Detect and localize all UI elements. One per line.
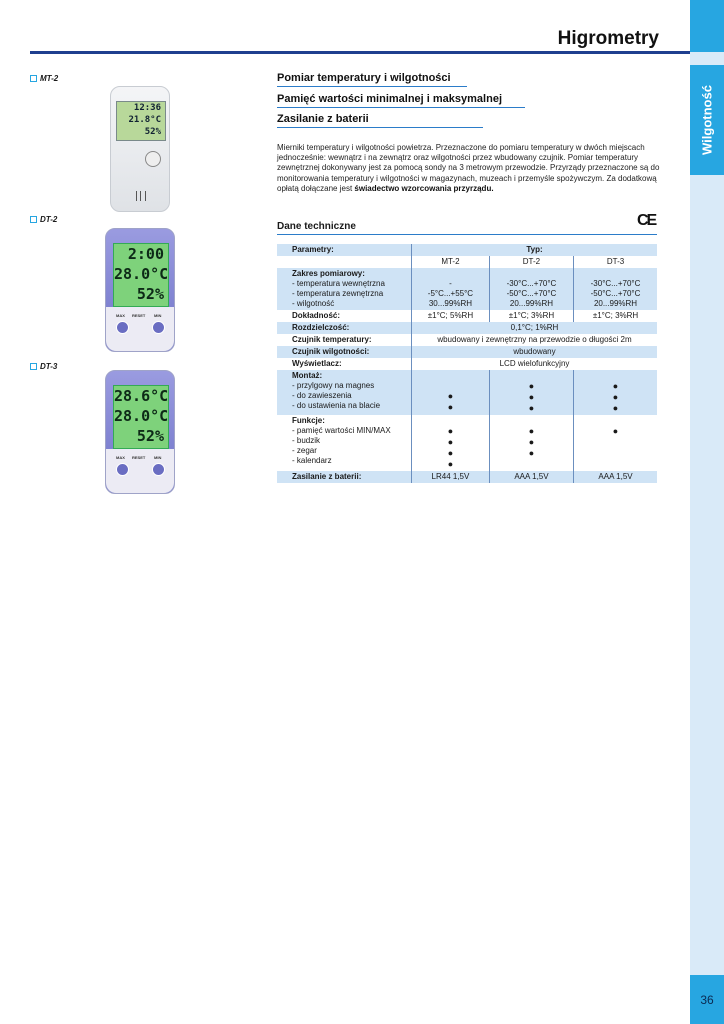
dt3-device-image: 28.6°C 28.0°C 52% MAX RESET MIN <box>105 370 175 494</box>
device-button-icon <box>152 321 165 334</box>
title-rule <box>30 51 690 54</box>
ce-mark-icon: CE <box>637 212 656 229</box>
page-title: Higrometry <box>557 28 659 49</box>
headline-memory: Pamięć wartości minimalnej i maksymalnej <box>277 93 525 108</box>
device-button-icon <box>145 151 161 167</box>
product-label-dt3: DT-3 <box>30 362 57 371</box>
product-label-dt2: DT-2 <box>30 215 57 224</box>
product-description: Mierniki temperatury i wilgotności powietrza. Przeznaczone do pomiaru temperatury w dwóch miejscach jednocześnie: wewnątrz i na zewnątrz oraz wilgotności przez wbudowany czujnik. Pomiar temperatury zewnętrznej dokonywany jest za pomocą sondy na 3 metrowym przewodzie. Przyrządy przeznaczone są do monitorowania temperatury i wilgotności w magazynach, muzeach i przemyśle spożywczym. Za dodatkową opłatą dołączane jest świadectwo wzorcowania przyrządu. <box>277 143 660 193</box>
bullet-square-icon <box>30 75 37 82</box>
sidebar-tab-label: Wilgotność <box>699 85 715 155</box>
device-screen: 2:00 28.0°C 52% <box>113 243 169 307</box>
table-row: Parametry: Typ: <box>277 244 657 256</box>
device-button-icon <box>116 321 129 334</box>
product-label-mt2: MT-2 <box>30 74 58 83</box>
dt2-device-image: 2:00 28.0°C 52% MAX RESET MIN <box>105 228 175 352</box>
table-row: Czujnik temperatury: wbudowany i zewnętrzny na przewodzie o długości 2m <box>277 334 657 346</box>
table-row: Montaż: - przylgowy na magnes - do zawieszenia - do ustawienia na blacie ● ● ● ● ● ● ● ● <box>277 370 657 415</box>
sidebar-category-tab[interactable] <box>690 65 724 175</box>
sidebar-top-block <box>690 0 724 52</box>
table-row: Funkcje: - pamięć wartości MIN/MAX - budzik - zegar - kalendarz ● ● ● ● ● ● ● ● <box>277 415 657 471</box>
table-row: Rozdzielczość: 0,1°C; 1%RH <box>277 322 657 334</box>
headline-battery: Zasilanie z baterii <box>277 113 483 128</box>
mt2-device-image <box>110 86 170 212</box>
spec-table <box>277 244 657 483</box>
table-row: Wyświetlacz: LCD wielofunkcyjny <box>277 358 657 370</box>
bullet-square-icon <box>30 363 37 370</box>
headline-measurement: Pomiar temperatury i wilgotności <box>277 72 467 87</box>
table-row: Czujnik wilgotności: wbudowany <box>277 346 657 358</box>
section-title: Dane techniczne <box>277 221 657 235</box>
page-number: 36 <box>690 975 724 1024</box>
device-button-icon <box>116 463 129 476</box>
bullet-square-icon <box>30 216 37 223</box>
device-screen: 12:36 21.8°C 52% <box>116 101 166 141</box>
device-screen: 28.6°C 28.0°C 52% <box>113 385 169 449</box>
table-row: Zakres pomiarowy: - temperatura wewnętrzna - temperatura zewnętrzna - wilgotność - -5°C...+55°C 30...99%RH -30°C...+70°C -50°C...+70°C 20...99%RH -30°C...+70°C -50°C...+70°C 20...99%RH <box>277 268 657 310</box>
table-row: Zasilanie z baterii: LR44 1,5V AAA 1,5V AAA 1,5V <box>277 471 657 483</box>
device-button-icon <box>152 463 165 476</box>
table-row: Dokładność: ±1°C; 5%RH ±1°C; 3%RH ±1°C; 3%RH <box>277 310 657 322</box>
table-row: MT-2 DT-2 DT-3 <box>277 256 657 268</box>
vent-icon <box>136 191 146 201</box>
